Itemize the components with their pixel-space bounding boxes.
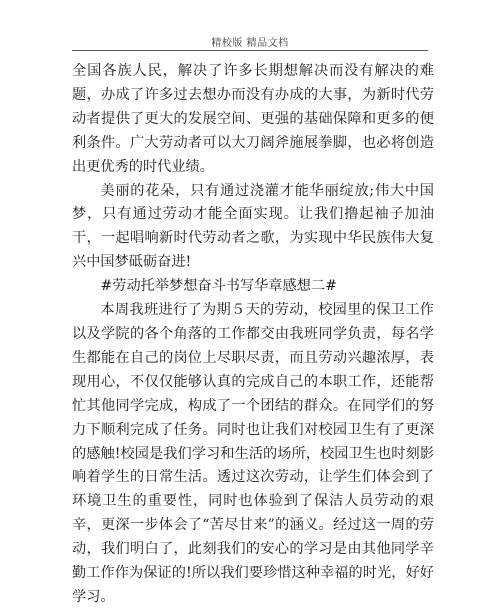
paragraph-2: 美丽的花朵，只有通过浇灌才能华丽绽放;伟大中国梦，只有通过劳动才能全面实现。让我们撸起袖子加油干，一起唱响新时代劳动者之歌，为实现中华民族伟大复兴中国梦砥砺奋进! [72, 182, 434, 271]
section-heading: #劳动托举梦想奋斗书写华章感想二# [100, 278, 337, 295]
paragraph-1: 全国各族人民，解决了许多长期想解决而没有解决的难题，办成了许多过去想办而没有办成的大事，为新时代劳动者提供了更大的发展空间、更强的基础保障和更多的便利条件。广大劳动者可以大刀阔斧施展拳脚，也必将创造出更优秀的时代业绩。 [72, 63, 434, 175]
header-divider [72, 50, 428, 51]
page-header: 精校版 精品文档 [211, 38, 289, 49]
paragraph-3: 本周我班进行了为期５天的劳动，校园里的保卫工作以及学院的各个角落的工作都交由我班同学负责，每名学生都能在自己的岗位上尽职尽责，而且劳动兴趣浓厚，表现用心，不仅仅能够认真的完成自己的本职工作，还能帮忙其他同学完成，构成了一个团结的群众。在同学们的努力下顺利完成了任务。同时也让我们对校园卫生有了更深的感触!校园是我们学习和生活的场所，校园卫生也时刻影响着学生的日常生活。透过这次劳动，让学生们体会到了环境卫生的重要性，同时也体验到了保洁人员劳动的艰辛，更深一步体会了“苦尽甘来”的涵义。经过这一周的劳动，我们明白了，此刻我们的安心的学习是由其他同学辛勤工作作为保证的!所以我们要珍惜这种幸福的时光，好好学习。 [72, 302, 434, 605]
document-body [72, 60, 434, 610]
